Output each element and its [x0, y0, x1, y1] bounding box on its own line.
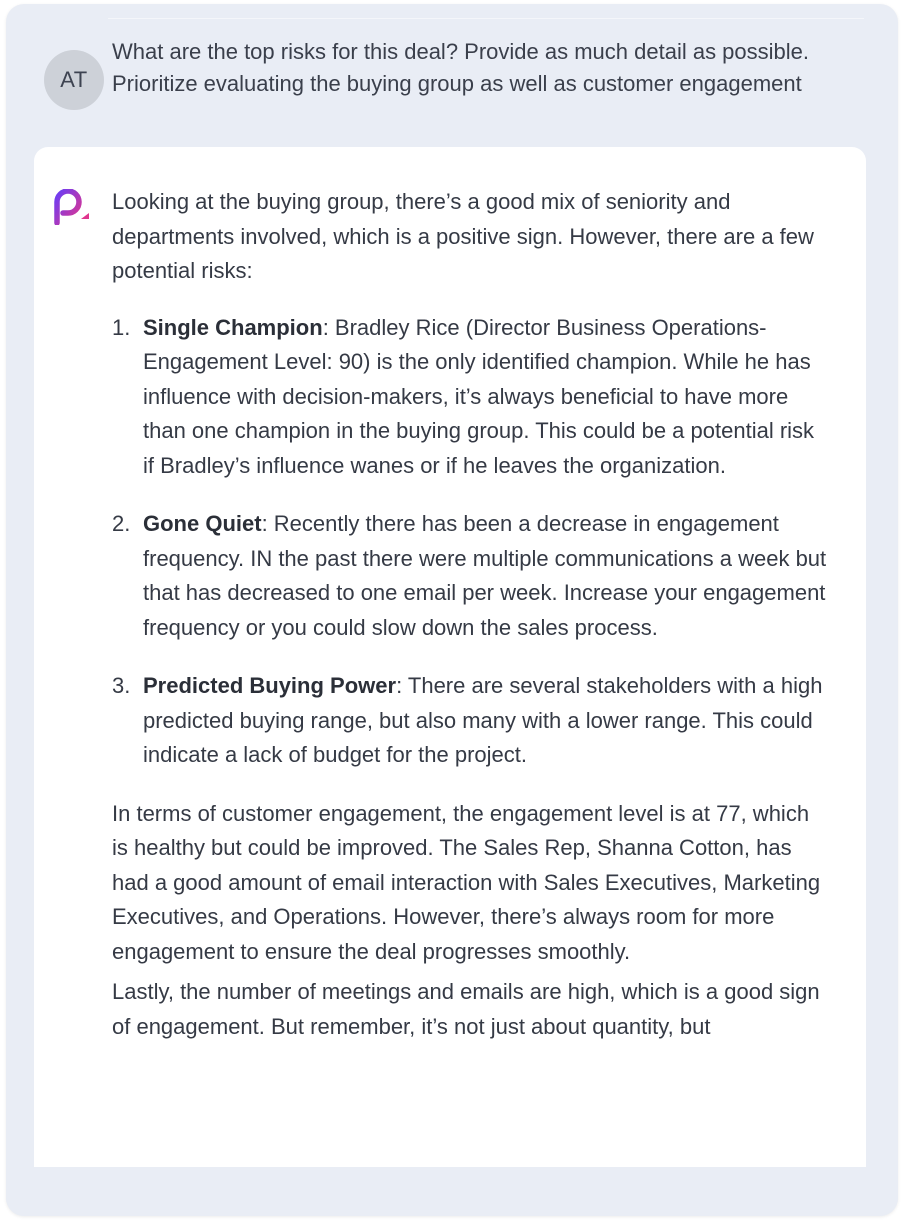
risk-description: : Recently there has been a decrease in engagement frequency. IN the past there were multiple communications a week but that has decreased to one email per week. Increase your engagement frequency or you could slow down the sales process.	[143, 511, 827, 640]
engagement-paragraph: In terms of customer engagement, the engagement level is at 77, which is healthy but could be improved. The Sales Rep, Shanna Cotton, has had a good amount of email interaction with Sales Executives, Marketing Executives, and Operations. However, there’s always room for more engagement to ensure the deal progresses smoothly.	[112, 800, 821, 964]
composer-area	[6, 1167, 898, 1216]
risk-title: Single Champion	[143, 314, 323, 340]
user-avatar: AT	[44, 50, 104, 110]
risk-title: Predicted Buying Power	[143, 673, 397, 698]
risk-description: : Bradley Rice (Director Business Operations- Engagement Level: 90) is the only identified champion. While he has influence with decision-makers, it’s always beneficial to have more than one champion in the buying group. This could be a potential risk if Bradley’s influence wanes or if he leaves the organization.	[143, 314, 815, 478]
risk-item	[112, 669, 828, 773]
user-message-text: What are the top risks for this deal? Provide as much detail as possible. Prioritize evaluating the buying group as well as customer engagement	[112, 39, 810, 96]
risk-number: 2.	[112, 511, 131, 536]
risk-number: 3.	[112, 673, 131, 698]
risk-title: Gone Quiet	[143, 511, 262, 536]
chat-panel	[6, 4, 898, 1216]
assistant-message-body	[112, 185, 828, 1044]
closing-paragraph: Lastly, the number of meetings and emails are high, which is a good sign of engagement. But remember, it’s not just about quantity, but	[112, 979, 820, 1039]
risk-list	[112, 311, 828, 773]
risk-description: : There are several stakeholders with a high predicted buying range, but also many with a lower range. This could indicate a lack of budget for the project.	[143, 673, 823, 767]
brand-p-logo-icon	[52, 189, 92, 225]
risk-number: 1.	[112, 314, 131, 340]
divider	[108, 18, 864, 19]
risk-item	[112, 507, 828, 645]
assistant-message	[34, 147, 866, 1167]
risk-item	[112, 311, 828, 484]
intro-paragraph: Looking at the buying group, there’s a good mix of seniority and departments involved, which is a positive sign. However, there are a few potential risks:	[112, 189, 814, 283]
